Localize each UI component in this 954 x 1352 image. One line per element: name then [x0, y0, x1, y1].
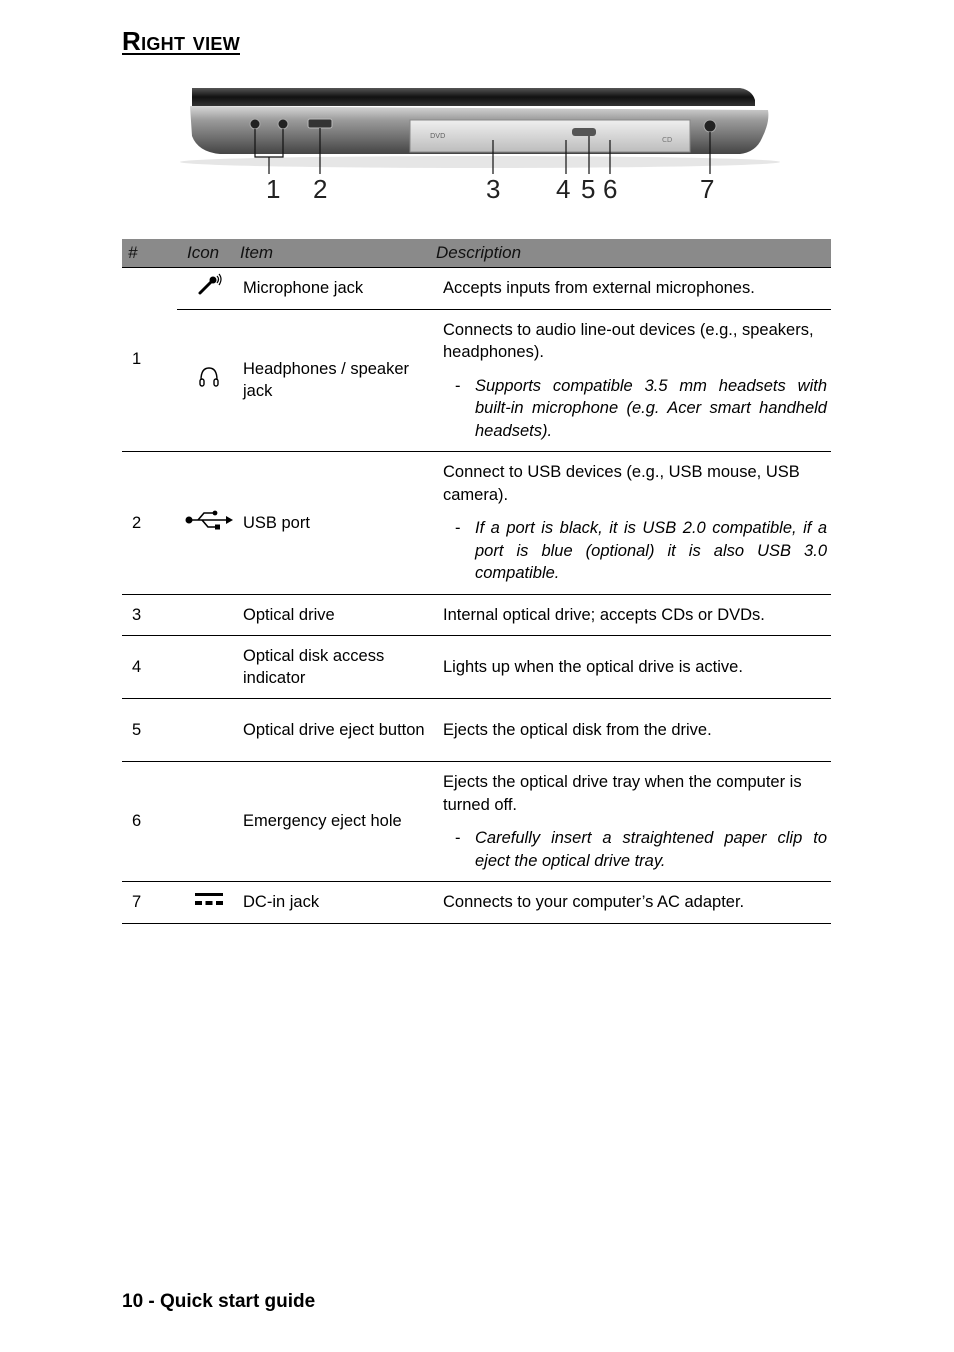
table-row	[122, 699, 831, 762]
item-description: Lights up when the optical drive is active.	[436, 636, 831, 699]
table-row	[122, 882, 831, 924]
item-description: Accepts inputs from external microphones.	[436, 268, 831, 310]
row-number: 1	[122, 268, 177, 452]
table-row	[122, 309, 831, 452]
callout-7: 7	[700, 174, 715, 204]
table-row	[122, 594, 831, 636]
header-num: #	[122, 239, 177, 268]
item-description: Ejects the optical drive tray when the computer is turned off. - Carefully insert a straightened paper clip to eject the optical drive tray.	[436, 762, 831, 882]
callout-1: 1	[266, 174, 281, 204]
item-name: USB port	[240, 452, 436, 595]
description-note: - Carefully insert a straightened paper clip to eject the optical drive tray.	[455, 829, 827, 870]
header-item: Item	[240, 239, 436, 268]
item-description: Internal optical drive; accepts CDs or DVDs.	[436, 594, 831, 636]
table-row	[122, 636, 831, 699]
item-name: Optical disk access indicator	[240, 636, 436, 699]
item-name: DC-in jack	[240, 882, 436, 924]
item-description: Connects to audio line-out devices (e.g., speakers, headphones). - Supports compatible 3.5 mm headsets with built-in microphone (e.g. Acer smart handheld headsets).	[436, 309, 831, 452]
item-description: Ejects the optical disk from the drive.	[436, 699, 831, 762]
description-note: - Supports compatible 3.5 mm headsets with built-in microphone (e.g. Acer smart handheld headsets).	[455, 376, 827, 440]
row-number: 7	[122, 882, 177, 924]
item-description: Connects to your computer’s AC adapter.	[436, 882, 831, 924]
table-row	[122, 268, 831, 310]
header-icon: Icon	[177, 239, 240, 268]
page-footer: 10 - Quick start guide	[122, 1291, 316, 1312]
dc-in-icon	[177, 882, 240, 924]
callout-5: 5	[581, 174, 596, 204]
page-title: Right view	[122, 26, 240, 56]
item-name: Microphone jack	[240, 268, 436, 310]
ports-table	[122, 239, 831, 924]
item-name: Emergency eject hole	[240, 762, 436, 882]
table-row	[122, 452, 831, 595]
svg-text:CD: CD	[662, 136, 673, 144]
callout-3: 3	[486, 174, 501, 204]
description-note: - If a port is black, it is USB 2.0 compatible, if a port is blue (optional) it is also USB 3.0 compatible.	[455, 519, 827, 582]
item-description: Connect to USB devices (e.g., USB mouse, USB camera). - If a port is black, it is USB 2.0 compatible, if a port is blue (optional) it is also USB 3.0 compatible.	[436, 452, 831, 595]
item-name: Headphones / speaker jack	[240, 309, 436, 452]
row-number: 4	[122, 636, 177, 699]
callout-4: 4	[556, 174, 571, 204]
svg-text:DVD: DVD	[430, 132, 446, 140]
item-name: Optical drive eject button	[240, 699, 436, 762]
table-row	[122, 762, 831, 882]
headphones-icon	[177, 309, 240, 452]
header-description: Description	[436, 239, 831, 268]
row-number: 6	[122, 762, 177, 882]
usb-icon	[177, 452, 240, 595]
microphone-icon	[177, 268, 240, 310]
callout-6: 6	[603, 174, 618, 204]
row-number: 3	[122, 594, 177, 636]
row-number: 2	[122, 452, 177, 595]
table-header-row	[122, 239, 831, 268]
item-name: Optical drive	[240, 594, 436, 636]
row-number: 5	[122, 699, 177, 762]
callout-2: 2	[313, 174, 328, 204]
